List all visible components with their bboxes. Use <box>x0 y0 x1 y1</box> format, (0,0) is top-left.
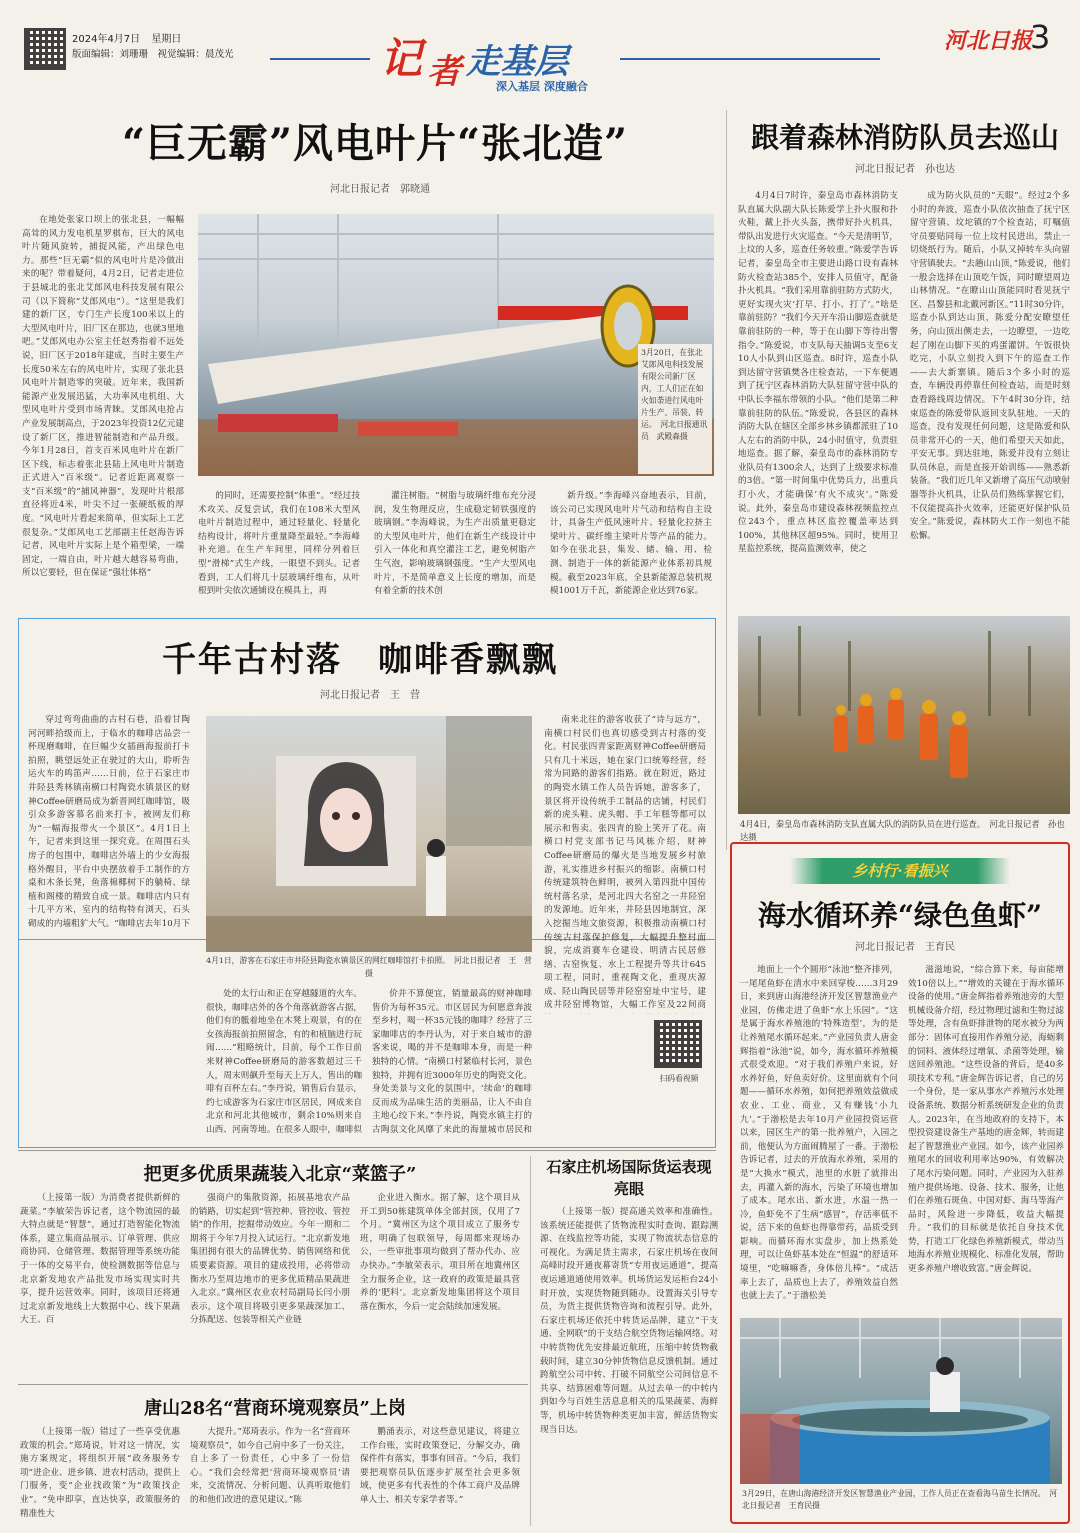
date: 2024年4月7日 <box>72 34 141 45</box>
article3-byline: 河北日报记者 王 营 <box>320 690 420 701</box>
article1-col3: 灌注树脂。“树脂与玻璃纤维布充分浸润，发生物理反应，生成稳定韧铁强度的玻璃钢。”李海峰说，为生产出质量更稳定的大型风电叶片，他们在新生产线设计中引入一体化和真空灌注工艺，避免树脂产生气泡，影响玻璃钢强度。“生产大型风电叶片，不是简单意义上长度的增加，而是有着全新的技术创 <box>374 491 536 597</box>
article4-title: 海水循环养“绿色鱼虾” <box>757 899 1043 932</box>
article7-col3: 鹏涌表示，对这些意见建议，将建立工作台账，实时政策登记，分解交办，确保件件有落实，事事有回音。“今后，我们要把观察员队伍逐步扩展至社会更多领域，使更多有代表性的个体工商户及品牌单人士、相关专家学者等。” <box>360 1427 520 1505</box>
article7-title: 唐山28名“营商环境观察员”上岗 <box>144 1398 406 1419</box>
article4-banner-text: 乡村行·看振兴 <box>852 862 948 880</box>
page-number: 3 <box>1030 18 1051 56</box>
article3-title: 千年古村落 咖啡香飘飘 <box>162 640 558 680</box>
column-title-zhe: 者 <box>427 52 462 92</box>
aquaculture-tanks-illustration <box>740 1318 1062 1484</box>
article1-photo <box>198 214 714 476</box>
article7-col1: （上接第一版）错过了一些享受优惠政策的机会。”郑琦说，针对这一情况，实施方案规定，将组织开展“政务服务专项”进企业、进乡镇、进农村活动，提供上门服务，变“企业找政策”为“政策找企业”。“免申即享，直达快享，政策服务的精准性大 <box>20 1427 180 1519</box>
article5-col3: 企业进入衡水。据了解，这个项目从开工到50栋建筑单体全部封顶，仅用了7个月。“冀州区为这个项目成立了服务专班，明确了包联领导，每周都来现场办公，一些审批事项均做到了帮办代办、应办快办。”李敏荣表示，项目所在地冀州区全力服务企业，这一政府的政策是最具营养的‘肥料’。北京新发地集团将这个项目落在衡水，今后一定会陆续加速发展。 <box>360 1193 520 1312</box>
article4-col2: 滋滋地说，“综合算下来，每亩能增效10倍以上。”“增效的关键在于海水循环设备的使用。”唐金辉指着养殖池旁的大型机械设备介绍，经过物理过滤和生物过滤等处理，含有鱼虾排泄物的尾水被分为两部分：固体可直接用作养殖分泌，海蛎剩的饲料、液体经过增氧、杀菌等处理，输送回养殖池。“这些设备的背后，是40多项技术专利。”唐金辉告诉记者，自己的另一个身份，是一家从事水产养殖污水处理设备系统、数据分析系统研发企业的负责人。2023年，在当地政府的支持下，本型投资建设备生产基地的唐金辉，转而建起了智慧渔业产业园。如今，该产业园养殖尾水的回收利用率达90%，有效解决了尾水污染问题。同时，产业园为入驻养殖户提供场地、设备、技术、服务，让他们在养殖石斑鱼、中国对虾、海马等海产品时，风险进一步降低，收益大幅提升。“我们的目标就是依托自身技术优势，打造工厂化绿色养殖新模式，带动当地海水养殖业规模化、标准化发展，帮助更多养殖户增收致富。”唐金辉说。 <box>908 965 1064 1275</box>
column-ornament-right <box>620 58 880 60</box>
article6-title-text: 石家庄机场国际货运表现亮眼 <box>546 1158 712 1198</box>
article7-col2: 大提升。”郑琦表示。作为一名“营商环境观察员”，如今自己肩中多了一份关注，自上多了一份责任，心中多了一份信心。“我们会经常把‘营商环境观察员’请来，交流情况、分析问题、认真听取他们的和他们改进的意见建议。”陈 <box>190 1427 350 1505</box>
article6-title <box>540 1156 718 1200</box>
article3-qr-caption: 扫码看视频 <box>659 1074 699 1083</box>
article2-col2: 成为防火队员的“天眼”。经过2个多小时的奔波，巡查小队依次抽查了抚宁区留守营镇、坟坨镇的7个检查站，叮嘱值守员要贴同每一位上坟村民进出，禁止一切烧纸行为。随后，小队又掉转车头向留守营镇驶去。“去趟山山顶，”陈爱说，他们一般会选择在山顶吃午饭，同时瞭望周边山林情况。“在瞭山山顶能同时看见抚宁区、昌黎县和北戴河新区。”11时30分许，巡查小队到达山顶，陈爱分配安瞭望任务，向山顶出侧走去，一边瞭望，一边吃起了刚在山脚下买的鸡蛋灌饼。午饭很快吃完，小队立刻投入到下午的巡查工作——去大新寨镇。随后3个多小时的巡查，车辆没再停靠任何检查站，而是时刻查看路线周边情况。下午4时30分许，结束巡查的陈爱带队返回支队驻地。一天的巡查，没有发现任何问题，这是陈爱和队员非常开心的一天，他们希望天天如此，平安无事。到达驻地，陈爱并没有立刻让队员休息，而是直接开始训练——熟悉新装备。“我们近几年又新增了高压气动喷射器等扑火机具，让队员们熟练掌握它们，不仅能提高扑火效率，还能更好保护队员安全。”陈爱说，森林防火工作一刻也不能松懈。 <box>910 191 1070 541</box>
masthead <box>0 0 1080 100</box>
qr-code-icon <box>24 28 66 70</box>
article3-col3: 价并不算便宜，销量最高的财神咖啡售价为每杯35元。市区居民为何愿意奔波至乡村，喝一杯35元钱的咖啡？经营了三家咖啡店的李丹认为，对于来自城市的游客来说，喝的并不是咖啡本身，而是一种独特的心情。“南横口村紧临村长河，景色独特，并拥有近3000年历史的陶瓷文化。身处美景与文化的氛围中，‘续命’的咖啡反而成为品味生活的美丽品，让人不由自主地心绞下来。”李丹说，陶瓷水镇主打的古陶氛文化风靡了来此的海量城市居民和 <box>372 989 532 1135</box>
article5-title: 把更多优质果蔬装入北京“菜篮子” <box>143 1164 417 1185</box>
article4-byline: 河北日报记者 王育民 <box>855 942 955 953</box>
paper-logo: 河北日报 <box>944 28 1033 54</box>
wind-blade-factory-illustration <box>198 214 714 476</box>
divider-lower-columns <box>530 1156 531 1526</box>
column-subtitle: 深入基层 深度融合 <box>496 80 588 93</box>
cafe-poster-illustration <box>206 716 532 952</box>
article2-byline: 河北日报记者 孙也达 <box>855 164 955 175</box>
article5-col2: 强商户的集散资源，拓展基地农产品的销路，切实起到“管控种、管控收、管控销”的作用，挖掘带动效应。今年一期和二期将于今年7月投入试运行。“北京新发地集团拥有很大的品牌优势、销售网络和优质要素资源。项目的建成投用，必将带动衡水乃至周边地市的更多优质精品果蔬进入北京。”冀州区农业农村局副局长闫小朋表示，这个项目将吸引更多果蔬深加工、分拣配送、包装等相关产业链 <box>190 1193 350 1326</box>
article4-photo-caption: 3月29日，在唐山海港经济开发区智慧渔业产业园，工作人员正在查看海马苗生长情况。 河北日报记者 王育民摄 <box>742 1489 1058 1510</box>
divider-lower-section <box>18 1150 716 1151</box>
article2-photo <box>738 616 1070 814</box>
firefighters-patrol-illustration <box>738 616 1070 814</box>
article3-col1: 穿过弯弯曲曲的古村石巷，沿着甘陶河河畔拾级而上，于临水的咖啡店品尝一杯现磨咖啡，在巨幅少女插画海报前打卡拍照，眺望远处正在驶过的大山，聆听告运火车的鸣笛声……日前，位于石家庄市井陉县秀林镇南横口村陶瓷水镇景区的财神Coffee研磨局成为新晋网红咖啡馆，吸引众多游客慕名前来打卡，被网友们称为“一幅海报带火一个景区”。4月1日上午，记者来到这里一探究竟。在周围石头房子的包围中，咖啡店外墙上的少女海报格外醒目，平台中央摆放着手工制作的方桌和木条长凳，鱼落棉椰树下的躺椅、绿植和阁楼的精致自成一景。咖啡店内只有十几平方米，室内的结构特有浏天，石头砌成的内墙粗犷大气。“咖啡店去年10月下 <box>28 715 190 928</box>
column-ornament-left <box>270 58 370 60</box>
article3-box-bottom <box>18 940 716 1148</box>
article4-photo <box>740 1318 1062 1484</box>
issue-date <box>72 30 181 45</box>
article1-col4: 新升级。”李海峰兴奋地表示，目前，该公司已实现风电叶片气动和结构自主设计，具备生产低风速叶片、轻量化拉挤主梁叶片、碳纤维主梁叶片等产品的能力。如今在张北县，集发、储、输、用、检测、制造于一体的新能源产业体系初具规模。截至2023年底，全县新能源总装机规模1001万千瓦，新能源企业达到76家。 <box>550 491 712 597</box>
article3-col4: 南来北往的游客收获了“诗与远方”，南横口村民们也真切感受到古村落的变化。村民张四青家距离财神Coffee研磨局只有几十米远，她在家门口统筹经营，经常为同路的游客们指路。就在附近，路过的陶瓷水镇工作人员告诉她，游客多了，景区将开设传统手工制品的店铺，村民们新的虎头鞋、虎头帽、手工年糕等都可以展示和售卖。张四青的脸上笑开了花。南横口村党支部书记马风栋介绍，财神Coffee研磨局的爆火是当地发展乡村旅游，礼实推进乡村振兴的缩影。南横口村传统建筑特色鲜明，被列入第四批中国传统村落名录，是河北四大名窑之一井陉窑的发源地。近年来，井陉县因地制宜，深入挖掘当地文旅资源，积极推动南横口村传统古村落保护修复，大幅提升整村面貌，完成消赛车仓建设、明清古民居修缮、古窑恢复、水上工程提升等共计645项工程，同时，重视陶文化，重现庆源成、陉山陶民居等并陉窑窑址中宝号，建成井陉窑博物馆，大幅工作室及22间商 <box>544 715 706 1011</box>
article1-byline: 河北日报记者 郭晓通 <box>330 184 430 195</box>
article2-col1: 4月4日7时许，秦皇岛市森林消防支队直属大队副大队长陈爱学上扑火服和扑火鞋，戴上扑火头盔，携带好扑火机具，带队出发进行火灾巡查。“今天是清明节，上坟的人多，巡查任务较重。”陈爱学告诉记者，秦皇岛全市主要进山路口设有森林防火检查站385个，安排人员值守，配备扑火机具。“我们采用靠前驻防方式防火，更好实现火灾‘打早、打小、打了’。”啥是靠前驻防？“我们今天开车沿山脚巡查就是靠前驻防的一种，等于在山脚下等待出警指令。”陈爱说，市支队每天抽调5支至6支10人小队到山区巡查。8时许，巡查小队到达留守营镇樊各庄检查站，一下车便遇到了抚宁区森林消防大队驻留守营中队的中队长李福东带领的小队。“他们是第二种靠前驻防的队伍。”陈爱说，各县区的森林消防大队在辖区全部乡林乡镇都派驻了10人左右的消防中队，24小时值守，负责驻地巡查。据了解，秦皇岛市的森林消防专业队员有1300余人，达到了上级要求标准的3倍。“第一时间集中优势兵力，出重兵打小火，才能确保‘有火不成灾’。”陈爱说。此外，秦皇岛市建设森林视频监控点位243个，重点林区监控覆盖率达到100%，其他林区超95%。同时，使用卫星监控系统，提高监测效率，使之 <box>738 191 898 555</box>
article1-photo-caption: 3月20日，在张北艾郎风电科技发展有限公司新厂区内，工人们正在如火如荼进行风电叶片生产、吊装、转运。 河北日报通讯员 武殿森摄 <box>638 344 712 474</box>
editors: 版面编辑：刘珊珊 视觉编辑：晨茂光 <box>72 49 234 60</box>
article4-banner <box>790 858 1010 884</box>
article1-col2: 的同时，还需要控制“体重”。“经过技术攻关、反复尝试，我们在108米大型风电叶片制造过程中，通过轻量化、轻量化结构设计，将叶片重量降至最轻。”李海峰补充道。在生产车间里，同样分列着巨型“滑梯”式生产线，一眼望不到头。记者看到，工人们将几十层玻璃纤维布，从叶根到叶尖依次通铺设在模具上，再 <box>198 491 360 597</box>
article3-photo-caption: 4月1日，游客在石家庄市井陉县陶瓷水镇景区的网红咖啡馆打卡拍照。 河北日报记者 王 营摄 <box>206 956 532 978</box>
column-title-zoujiceng: 走基层 <box>466 42 569 82</box>
article3-photo <box>206 716 532 952</box>
article2-photo-caption: 4月4日，秦皇岛市森林消防支队直属大队的消防队员在进行巡查。 河北日报记者 孙也达摄 <box>740 819 1065 842</box>
article4-col1: 地面上一个个圆形“泳池”整齐排列，一尾尾鱼虾在清水中来回穿梭……3月29日，来到唐山海港经济开发区智慧渔业产业园，仿佛走进了鱼虾“水上乐园”。“这是属于海水养殖池的‘特殊造型’，为的是让养殖尾水循环起来。”产业园负责人唐金辉指着“泳池”说，如今，海水循环养殖模式很受欢迎。“对于我们养殖户来说，好水养好鱼，好鱼卖好价。这里面就有个问题——循环水养殖，如何把养殖效益做成农业、工业、商业，又有赚钱‘小九九’。”于渤松是去年10月产业园投资运营以来，园区生产的第一批养殖户，入园之前，他便认为方面闹腾屋了一番。于渤松告诉记者，过去的开放海水养殖，采用的是“大换水”模式，池里的水脏了就排出去，再灌入新的海水，污染了环境也增加了成本。尾水出、新水进，水温一热一冷，鱼虾免不了生病“感冒”，存活率低不说，活下来的鱼虾也得靠带药，品质受到影响。而循环海水实盘步，加上热系处理，可以让鱼虾基本处在“恒温”的舒适环境里，“吃嘛嘛香，身体倍儿棒”。“成活率上去了，品质也上去了，养殖效益自然也就上去了。”于渤松美 <box>740 965 898 1302</box>
article1-title: “巨无霸”风电叶片“张北造” <box>121 120 629 167</box>
divider-bottom-article <box>18 1384 528 1385</box>
article5-col1: （上接第一版）为消费者提供新鲜的蔬菜。”李敏荣告诉记者，这个物流园的最大特点就是“智慧”，通过打造智能化物流体系，建立集商品展示、订单管理、供应商协同、仓储管理、数据管理等系统功能于一体的交易平台，使检测数据等信息与北京新发地农产品批发市场实现实时共享，提升运营效率。同时，该项目还将通过北京新发地线上大数据中心、线下果蔬大王、百 <box>20 1193 180 1326</box>
article1-col1: 在地处张家口坝上的张北县，一幅幅高耸的风力发电机星罗棋布，巨大的风电叶片随风旋转，捕捉风能，产出绿色电力。那些“巨无霸”似的风电叶片是冷做出来的呢？带着疑问，4月2日，记者走进位于县城北的张北艾郎风电科技发展有限公司（以下简称“艾郎风电”）。“这里是我们建的新厂区，专门生产长度100米以上的大型风电叶片，旧厂区在那边，也就3里地吧。”艾郎风电办公室主任赵秀指着不远处说，旧厂区于2018年建成，当时主要生产长度50米左右的风电叶片，实现了张北县风电叶片制造零的突破。近年来，我国新能源产业发展迅猛，大功率风电机组、大型风电叶片受到市场青睐。艾郎风电抢占产业发展制高点，于2023年投资12亿元建设了新厂区，推进智能制造和产品升级。今年1月28日，首支百米风电叶片在新厂区下线，标志着张北县陆上风电叶片制造正式进入“百米级”。记者近距离观察一支“百米级”的“捕风神器”，发现叶片根部直径将近4米，叶尖不过一张硬纸板的厚度。“风电叶片看起来简单，但实际上工艺很复杂。”艾郎风电工艺部副主任赵海告诉记者，风电叶片实际上是个箱型梁，一端固定，一端自由，叶片越大越容易弯曲，所以它要轻，但在保证“强壮体格” <box>22 215 184 579</box>
article3-col2: 处的太行山和正在穿越隧道的火车。很快，咖啡店外的各个角落就游客占据，他们有的骶着地坐在木凳上观景，有的在女孩海报前拍照留念，有的和植脑进行玩闹……“粗略统计，目前，每个工作日前来财神Coffee研磨局的游客数超过三千人，周末则飙升至每天上万人，售出的咖啡有百杯左右。”李丹说，销售后台显示，约七成游客为石家庄市区居民，网成来自北京和河北其他城市，剩余10%则来自山西、河南等地。在很多人眼中，咖啡似 <box>206 989 362 1135</box>
weekday: 星期日 <box>151 34 182 45</box>
divider-main-right <box>726 110 727 850</box>
article2-title: 跟着森林消防队员去巡山 <box>750 121 1059 154</box>
article6-col1: （上接第一版）提高通关效率和准确性。该系统还能提供了货物流程实时查询、跟踪溯源、在线监控等功能，实现了物流状态信息的可视化。为满足货主需求，石家庄机场在夜间高峰时段开通夜幕寄货“专用夜运通道”，提高夜运通道通使用效率。机场货运发运柜台24小时开放，实现货物随到随办。设置海关引导专员，为货主提供货物咨询和流程引导。此外，石家庄机场还依托中转货运品牌，建立“干支通、全网联”的干支结合航空货物运输网络。对中转货物优先安排最近航班，压缩中转货物截载时间，建立30分钟货物信息反馈机制。通过跨航空公司中转、打破不同航空公司间信息不共享、结算困难等问题。从过去单一的中转内到如今与百姓生活息息相关的瓜果蔬菜、海鲜等，机场中转货物种类更加丰富，鲜活货物实现当日达。 <box>540 1207 718 1435</box>
column-title-ji: 记 <box>380 34 423 83</box>
